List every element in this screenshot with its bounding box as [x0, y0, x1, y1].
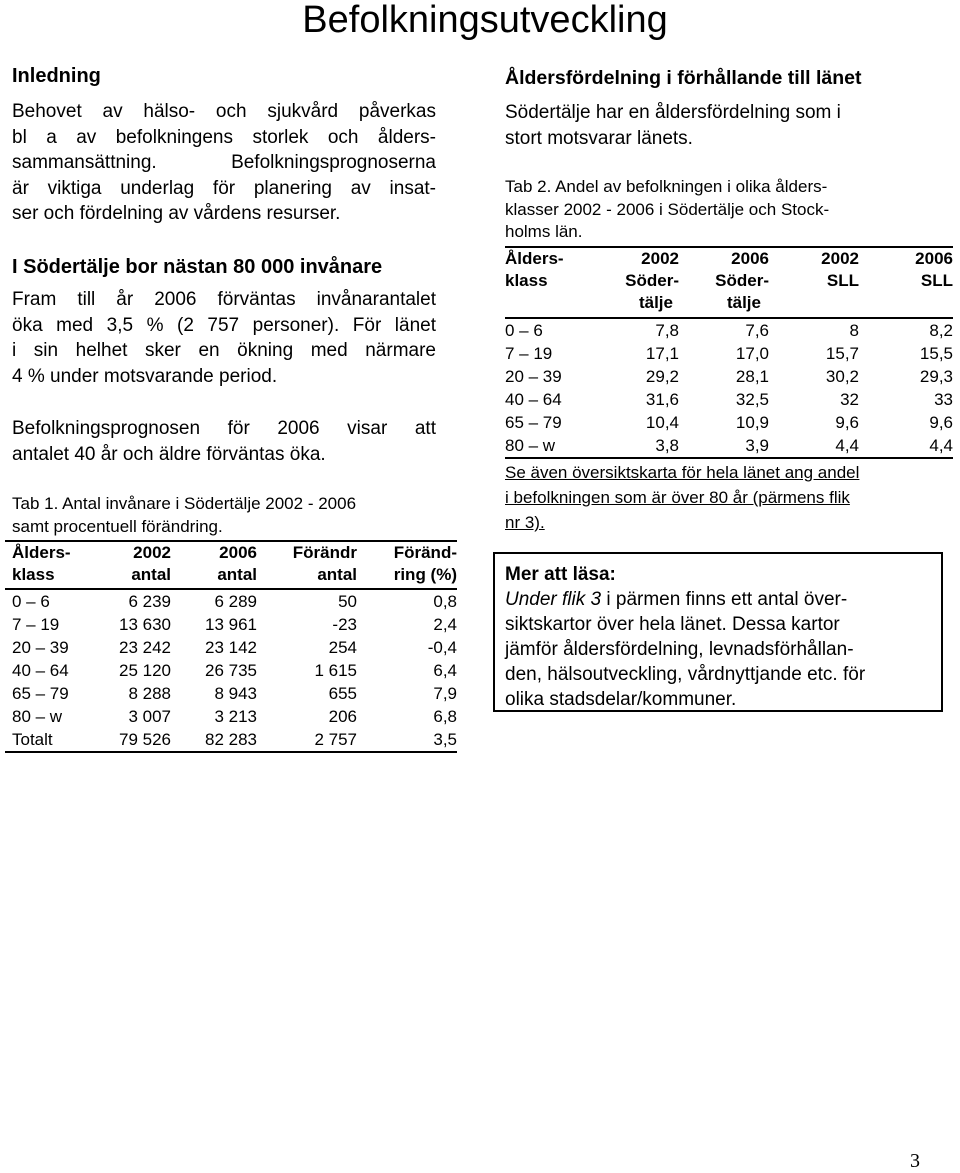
tab2-row	[505, 434, 953, 458]
tab2-row	[505, 342, 953, 365]
value-cell: 29,2	[645, 367, 679, 386]
see-also-line: i befolkningen som är över 80 år (pärmens flik	[505, 488, 850, 507]
see-also-line: Se även översiktskarta för hela länet ang andel	[505, 463, 860, 482]
age-class-cell: 65 – 79	[505, 413, 562, 432]
tab2-header-cell: Söder-	[625, 271, 679, 290]
see-also-note	[505, 460, 859, 535]
intro-line: Behovet av hälso- och sjukvård påverkas	[12, 101, 436, 122]
population-line: öka med 3,5 % (2 757 personer). För länet	[12, 314, 436, 336]
tab1-row	[5, 705, 457, 728]
more-reading-heading: Mer att läsa:	[505, 564, 616, 585]
value-cell: 30,2	[825, 367, 859, 386]
value-cell: 32,5	[735, 390, 769, 409]
value-cell: 206	[328, 707, 357, 726]
value-cell: 7,8	[655, 321, 679, 340]
value-cell: 1 615	[314, 661, 357, 680]
age-class-cell: 80 – w	[505, 434, 585, 458]
value-cell: 10,9	[735, 413, 769, 432]
value-cell: 3,9	[679, 434, 769, 458]
tab2-header-row	[505, 247, 953, 270]
value-cell: 17,1	[645, 344, 679, 363]
tab2-header-cell	[859, 292, 953, 318]
age-class-cell: 0 – 6	[505, 321, 543, 340]
tab2-header-cell: SLL	[826, 271, 859, 290]
tab1-header-row	[5, 541, 457, 564]
value-cell: 13 630	[119, 615, 171, 634]
value-cell: 33	[934, 390, 953, 409]
tab1-header-cell: ring (%)	[357, 564, 457, 589]
tab1-header-cell: Förändr	[257, 541, 357, 564]
tab2-header-cell: 2002	[585, 247, 679, 270]
value-cell: 50	[338, 592, 357, 611]
tab2-header-row	[505, 270, 953, 292]
intro-paragraph	[12, 99, 436, 227]
population-paragraph-2	[12, 416, 436, 467]
tab1-header-cell: antal	[257, 564, 357, 589]
value-cell: 26 735	[205, 661, 257, 680]
tab2-caption-line: Tab 2. Andel av befolkningen i olika ålders-	[505, 177, 828, 196]
tab1-row	[5, 636, 457, 659]
tab2-header-cell: 2006	[679, 247, 769, 270]
value-cell: 9,6	[929, 413, 953, 432]
tab2-header-cell: klass	[505, 271, 548, 290]
value-cell: 4,4	[769, 434, 859, 458]
tab2-caption	[505, 176, 829, 244]
population-line: 4 % under motsvarande period.	[12, 365, 278, 387]
more-reading-line: olika stadsdelar/kommuner.	[505, 689, 737, 710]
value-cell: 8	[849, 321, 859, 340]
population-line: i sin helhet sker en ökning med närmare	[12, 340, 436, 361]
value-cell: -23	[332, 615, 357, 634]
age-class-cell: 0 – 6	[12, 592, 50, 611]
intro-line: sammansättning. Befolkningsprognoserna	[12, 152, 436, 173]
tab1-row	[5, 728, 457, 752]
value-cell: 28,1	[735, 367, 769, 386]
tab1-caption-line: Tab 1. Antal invånare i Södertälje 2002 - 2006	[12, 494, 357, 513]
tab2-caption-line: holms län.	[505, 222, 583, 241]
tab1-header-cell: 2006	[171, 541, 257, 564]
tab2-header-cell: Söder-	[715, 271, 769, 290]
value-cell: 8 943	[214, 684, 257, 703]
tab1-row	[5, 613, 457, 636]
more-reading-line	[505, 587, 931, 612]
tab2-body	[505, 318, 953, 458]
value-cell: 15,5	[919, 344, 953, 363]
age-class-cell: 7 – 19	[505, 344, 553, 363]
value-cell: 2 757	[257, 728, 357, 752]
value-cell: 4,4	[859, 434, 953, 458]
tab2-header-cell: tälje	[679, 292, 769, 318]
value-cell: 29,3	[919, 367, 953, 386]
tab1-header-cell: antal	[171, 564, 257, 589]
tab2-header-cell: 2002	[769, 247, 859, 270]
value-cell: 15,7	[825, 344, 859, 363]
more-reading-line: siktskartor över hela länet. Dessa kartor	[505, 614, 840, 635]
value-cell: 8 288	[128, 684, 171, 703]
age-distribution-paragraph	[505, 100, 841, 151]
age-class-cell: 80 – w	[12, 707, 63, 726]
age-class-cell: 20 – 39	[505, 367, 562, 386]
population-line: Befolkningsprognosen för 2006 visar att	[12, 418, 436, 439]
value-cell: 10,4	[645, 413, 679, 432]
population-line: antalet 40 år och äldre förväntas öka.	[12, 443, 326, 465]
tab1-header-cell: Föränd-	[357, 541, 457, 564]
more-reading-line: jämför åldersfördelning, levnadsförhållan-	[505, 639, 854, 660]
tab2-caption-line: klasser 2002 - 2006 i Södertälje och Stock-	[505, 199, 830, 219]
value-cell: 0,8	[433, 592, 457, 611]
tab1-row	[5, 682, 457, 705]
value-cell: 8,2	[929, 321, 953, 340]
value-cell: 3 007	[128, 707, 171, 726]
age-class-cell: 40 – 64	[505, 390, 562, 409]
tab1-row	[5, 659, 457, 682]
population-heading: I Södertälje bor nästan 80 000 invånare	[12, 256, 383, 278]
more-reading-box	[493, 552, 943, 712]
value-cell: 31,6	[645, 390, 679, 409]
population-paragraph-1	[12, 287, 436, 389]
value-cell: 7,6	[745, 321, 769, 340]
value-cell: 79 526	[85, 728, 171, 752]
tab1-header-cell: 2002	[85, 541, 171, 564]
intro-heading: Inledning	[12, 65, 101, 87]
age-class-cell: 65 – 79	[12, 684, 69, 703]
more-reading-rest: i pärmen finns ett antal över-	[601, 589, 848, 610]
age-class-cell: 20 – 39	[12, 638, 69, 657]
value-cell: -0,4	[427, 638, 457, 657]
value-cell: 82 283	[171, 728, 257, 752]
tab2-row	[505, 365, 953, 388]
population-line: Fram till år 2006 förväntas invånarantalet	[12, 289, 436, 310]
page-number: 3	[910, 1150, 920, 1172]
value-cell: 17,0	[735, 344, 769, 363]
tab2-header-cell	[769, 292, 859, 318]
page-title: Befolkningsutveckling	[302, 0, 668, 41]
tab2-header-cell: 2006	[859, 247, 953, 270]
tab1-header-cell: Ålders-	[5, 541, 85, 564]
tab1-header-row	[5, 564, 457, 589]
see-also-line: nr 3).	[505, 513, 545, 532]
value-cell: 13 961	[205, 615, 257, 634]
intro-line: bl a av befolkningens storlek och ålders-	[12, 126, 436, 148]
value-cell: 3,8	[585, 434, 679, 458]
value-cell: 23 142	[205, 638, 257, 657]
tab1-body	[5, 589, 457, 752]
age-distribution-line: stort motsvarar länets.	[505, 127, 693, 149]
value-cell: 6,4	[433, 661, 457, 680]
tab2-table	[505, 246, 953, 459]
tab1-caption	[12, 493, 356, 538]
value-cell: 9,6	[835, 413, 859, 432]
more-reading-line: den, hälsoutveckling, vårdnyttjande etc. för	[505, 664, 866, 685]
tab1-table	[5, 540, 457, 753]
value-cell: 25 120	[119, 661, 171, 680]
tab2-header-cell: SLL	[920, 271, 953, 290]
value-cell: 32	[840, 390, 859, 409]
tab2-header-cell	[505, 292, 585, 318]
tab2-row	[505, 388, 953, 411]
tab1-row	[5, 589, 457, 613]
tab2-row	[505, 411, 953, 434]
age-class-cell: 40 – 64	[12, 661, 69, 680]
tab2-header-cell: tälje	[585, 292, 679, 318]
value-cell: 254	[328, 638, 357, 657]
value-cell: 6 289	[214, 592, 257, 611]
tab1-header-cell: antal	[85, 564, 171, 589]
intro-line: ser och fördelning av vårdens resurser.	[12, 203, 341, 224]
tab1-header-cell: klass	[5, 564, 85, 589]
age-distribution-heading: Åldersfördelning i förhållande till länet	[505, 67, 862, 89]
value-cell: 3 213	[214, 707, 257, 726]
value-cell: 7,9	[433, 684, 457, 703]
tab2-header-row	[505, 292, 953, 318]
value-cell: 6,8	[433, 707, 457, 726]
tab2-header-cell: Ålders-	[505, 247, 585, 270]
intro-line: är viktiga underlag för planering av insat-	[12, 177, 436, 199]
value-cell: 23 242	[119, 638, 171, 657]
age-class-cell: 7 – 19	[12, 615, 60, 634]
tab1-caption-line: samt procentuell förändring.	[12, 516, 223, 536]
value-cell: 655	[328, 684, 357, 703]
age-class-cell: Totalt	[5, 728, 85, 752]
tab2-row	[505, 318, 953, 342]
age-distribution-line: Södertälje har en åldersfördelning som i	[505, 102, 841, 123]
value-cell: 2,4	[433, 615, 457, 634]
more-reading-italic: Under flik 3	[505, 589, 602, 610]
value-cell: 6 239	[128, 592, 171, 611]
value-cell: 3,5	[357, 728, 457, 752]
